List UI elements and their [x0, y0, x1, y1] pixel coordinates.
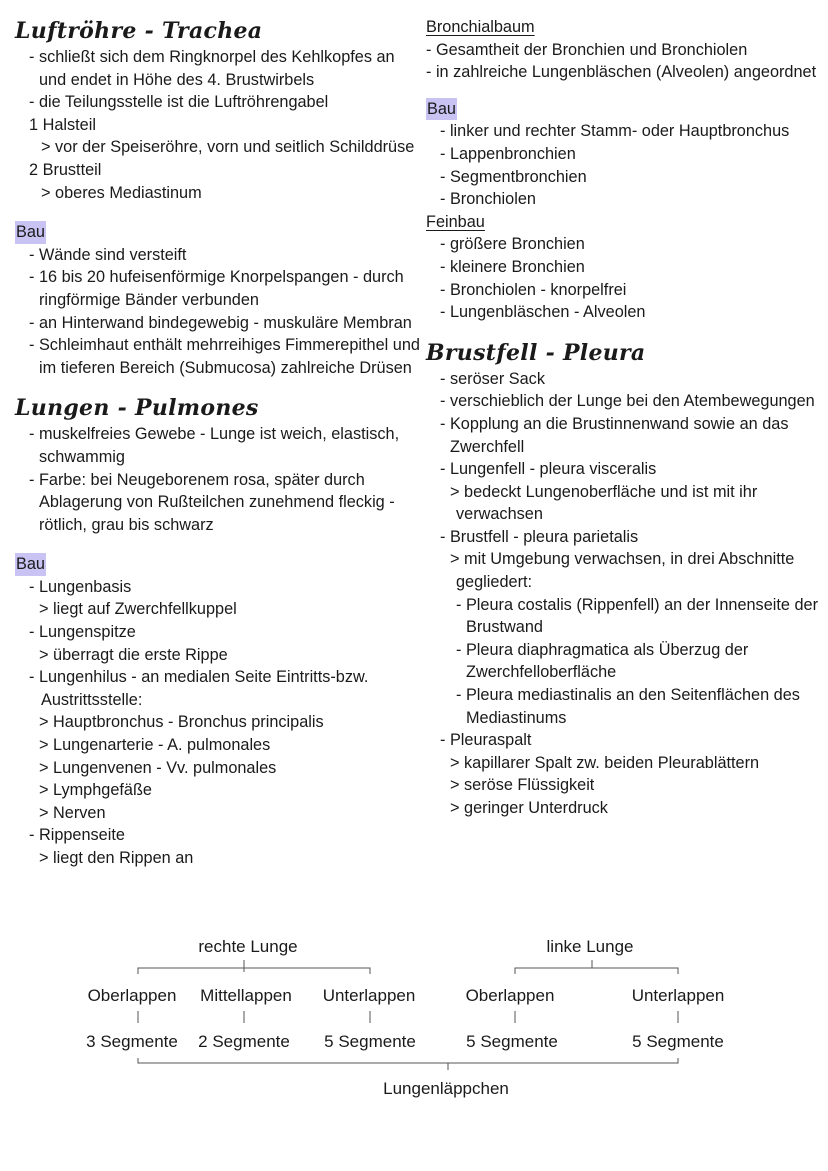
text-line: - seröser Sack — [440, 369, 545, 388]
text-line: - Pleura costalis (Rippenfell) an der Innenseite der — [456, 595, 818, 614]
text-line: - Pleuraspalt — [440, 731, 532, 750]
text-line: > vor der Speiseröhre, vorn und seitlich Schilddrüse — [41, 138, 415, 157]
text-line: - in zahlreiche Lungenbläschen (Alveolen) angeordnet — [426, 63, 817, 82]
text-line: Mediastinums — [466, 708, 567, 727]
text-line: - verschieblich der Lunge bei den Atembewegungen — [440, 392, 815, 411]
text-line: > liegt auf Zwerchfellkuppel — [39, 600, 237, 619]
text-line: - Brustfell - pleura parietalis — [440, 527, 639, 546]
text-line: - Lungenspitze — [29, 623, 136, 642]
text-line: - Lungenfell - pleura visceralis — [440, 460, 657, 479]
text-line: Zwerchfell — [450, 437, 525, 456]
text-line: und endet in Höhe des 4. Brustwirbels — [39, 70, 315, 89]
lobe-label: Mittellappen — [200, 986, 292, 1005]
segment-label: 3 Segmente — [86, 1032, 178, 1051]
left-lung-label: linke Lunge — [546, 937, 634, 956]
text-line: - Pleura diaphragmatica als Überzug der — [456, 640, 749, 659]
text-line: > Lungenarterie - A. pulmonales — [39, 736, 271, 755]
text-line: > seröse Flüssigkeit — [450, 776, 595, 795]
trachea-heading: Luftröhre - Trachea — [15, 18, 263, 44]
text-line: Austrittsstelle: — [41, 690, 143, 709]
text-line: > oberes Mediastinum — [41, 183, 202, 202]
text-line: 2 Brustteil — [29, 160, 102, 179]
text-line: rötlich, grau bis schwarz — [39, 515, 214, 534]
text-line: - Lungenbläschen - Alveolen — [440, 303, 646, 322]
segment-label: 5 Segmente — [466, 1032, 558, 1051]
segment-label: 5 Segmente — [324, 1032, 416, 1051]
text-line: - Bronchiolen - knorpelfrei — [440, 280, 627, 299]
text-line: - linker und rechter Stamm- oder Hauptbronchus — [440, 122, 790, 141]
bronchialbaum-bau-label: Bau — [426, 98, 457, 121]
text-line: - Bronchiolen — [440, 190, 536, 209]
text-line: > mit Umgebung verwachsen, in drei Abschnitte — [450, 550, 795, 569]
text-line: - kleinere Bronchien — [440, 257, 585, 276]
text-line: - Lappenbronchien — [440, 144, 576, 163]
text-line: gegliedert: — [456, 573, 533, 592]
text-line: - Gesamtheit der Bronchien und Bronchiolen — [426, 40, 748, 59]
text-line: Brustwand — [466, 618, 543, 637]
text-line: - größere Bronchien — [440, 235, 585, 254]
lungen-bau-label: Bau — [15, 553, 46, 576]
bracket-line — [515, 968, 678, 974]
text-line: - Wände sind versteift — [29, 245, 187, 264]
text-line: > Lymphgefäße — [39, 781, 152, 800]
bracket-line — [138, 1058, 678, 1063]
lungen-heading: Lungen - Pulmones — [15, 395, 259, 422]
text-line: - Rippenseite — [29, 826, 125, 845]
text-line: > kapillarer Spalt zw. beiden Pleurablättern — [450, 753, 760, 772]
segment-label: 5 Segmente — [632, 1032, 724, 1051]
text-line: - an Hinterwand bindegewebig - muskuläre Membran — [29, 313, 412, 332]
text-line: > bedeckt Lungenoberfläche und ist mit ihr — [450, 482, 758, 501]
lobe-label: Unterlappen — [631, 986, 725, 1005]
text-line: schwammig — [39, 447, 125, 466]
right-lung-label: rechte Lunge — [198, 937, 298, 956]
text-line: 1 Halsteil — [29, 115, 96, 134]
lobe-label: Unterlappen — [322, 986, 416, 1005]
text-line: - Lungenbasis — [29, 577, 132, 596]
bracket-line — [138, 968, 370, 974]
text-line: - schließt sich dem Ringknorpel des Kehlkopfes an — [29, 48, 395, 66]
text-line: im tieferen Bereich (Submucosa) zahlreiche Drüsen — [39, 358, 412, 377]
text-line: - muskelfreies Gewebe - Lunge ist weich, elastisch, — [29, 425, 400, 444]
text-line: > Nerven — [39, 803, 106, 822]
lobe-label: Oberlappen — [465, 986, 555, 1005]
text-line: - Farbe: bei Neugeborenem rosa, später durch — [29, 470, 365, 489]
text-line: - 16 bis 20 hufeisenförmige Knorpelspangen - durch — [29, 268, 404, 287]
segment-label: 2 Segmente — [198, 1032, 290, 1051]
text-line: - Schleimhaut enthält mehrreihiges Fimmerepithel und — [29, 336, 420, 355]
text-line: - Segmentbronchien — [440, 167, 587, 186]
lobe-label: Oberlappen — [87, 986, 177, 1005]
text-line: - Pleura mediastinalis an den Seitenflächen des — [456, 686, 800, 705]
text-line: - Lungenhilus - an medialen Seite Eintritts-bzw. — [29, 668, 369, 687]
text-line: ringförmige Bänder verbunden — [39, 290, 259, 309]
bottom-label: Lungenläppchen — [383, 1079, 509, 1098]
text-line: - Kopplung an die Brustinnenwand sowie an das — [440, 414, 789, 433]
pleura-heading: Brustfell - Pleura — [426, 339, 646, 366]
text-line: Ablagerung von Rußteilchen zunehmend fleckig - — [39, 493, 395, 512]
text-line: > Hauptbronchus - Bronchus principalis — [39, 713, 324, 732]
text-line: > liegt den Rippen an — [39, 849, 194, 867]
text-line: verwachsen — [456, 505, 543, 524]
trachea-bau-label: Bau — [15, 221, 46, 244]
text-line: > überragt die erste Rippe — [39, 645, 228, 664]
text-line: - die Teilungsstelle ist die Luftröhrengabel — [29, 93, 329, 112]
text-line: > Lungenvenen - Vv. pulmonales — [39, 758, 277, 777]
text-line: > geringer Unterdruck — [450, 799, 608, 817]
bronchialbaum-label: Bronchialbaum — [426, 18, 535, 36]
text-line: Zwerchfelloberfläche — [466, 663, 617, 682]
feinbau-label: Feinbau — [426, 212, 485, 231]
